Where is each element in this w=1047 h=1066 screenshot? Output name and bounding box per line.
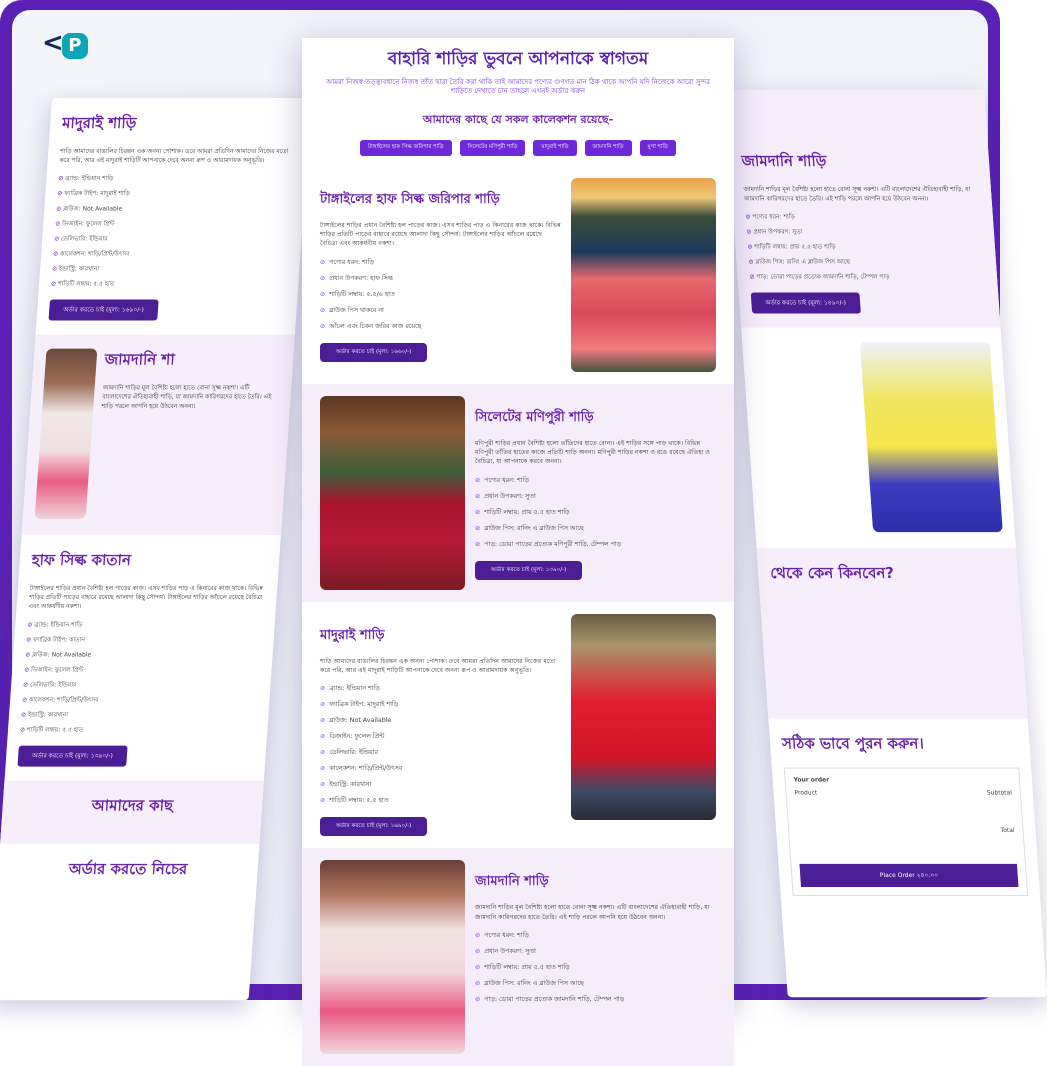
- feature-item: ⊘ ডেলিভারি: ইন্ডিয়ার: [23, 679, 259, 690]
- feature-item: ⊘ ব্র্যান্ড: ইন্ডিয়ান শাড়ি: [27, 619, 263, 630]
- product-desc: জামদানি শাড়ির মূল বৈশিষ্ট্য হলো হাতে বোনা সূক্ষ্ম নকশা। এটি বাংলাদেশের ঐতিহ্যবাহী শাড়ি, যা জামদানি কারিগরদের হাতে তৈরি। এই শাড়ি পরলে আপনি হয়ে উঠবেন অনন্য।: [475, 904, 710, 921]
- order-button[interactable]: অর্ডার করতে চাই (মূল্য: ১৪৯০/-): [751, 292, 861, 313]
- feature-item: ⊘ প্রধান উপকরণ: হাফ সিল্ক: [320, 274, 393, 282]
- chip-jamdani[interactable]: জামদানি শাড়ি: [585, 140, 632, 156]
- chip-muga[interactable]: মুগা শাড়ি: [640, 140, 676, 156]
- left-collection-section: [0, 781, 264, 844]
- feature-item: ⊘ ব্লাউজ পিস: রানিং এ ব্লাউজ পিস আছে: [748, 256, 984, 267]
- order-button[interactable]: অর্ডার করতে চাই (মূল্য: ১৬৬০/-): [320, 343, 427, 362]
- feature-list: [745, 211, 985, 282]
- feature-item: ⊘ পাড়: ডোরা পাড়ের প্রত্যেক জামদানি শাড়ি, টেম্পল পাড়: [749, 271, 985, 282]
- product-desc: মণিপুরী শাড়ির প্রধান বৈশিষ্ট্য হলো তাঁতিদের হাতে বোনা। এই শাড়ির সঙ্গে পাড় থাকে। বিভিন্ন মণিপুরী তাঁতির হাতের কাজে প্রতিটি শাড়ি অনন্য। মণিপুরী শাড়ির নকশা ও রঙে রয়েছে ঐতিহ্য ও বৈচিত্র্য, যা আপনাকে করবে অনন্য।: [475, 439, 710, 466]
- right-page-preview: [725, 90, 1047, 997]
- feature-list: [51, 173, 295, 289]
- saree-photo: [571, 614, 716, 820]
- section-desc: শাড়ি আমাদের বাঙালির চিরন্তন এক অনন্য পোশাক। তবে আমরা প্রতিদিন আমাদের নিজের মতো করে পরি, আর এই মাদুরাই শাড়িটি আপনাকে দেবে অনন্য রূপ ও আরামদায়ক অনুভূতি।: [59, 148, 289, 165]
- feature-item: ⊘ শাড়িটি লম্বায়: ৫.৫ হাত: [320, 797, 389, 805]
- left-order-section: [0, 844, 259, 907]
- feature-item: ⊘ শাড়িটি লম্বায়: ৫.৫ হাত: [20, 725, 256, 736]
- feature-item: ⊘ ইন্ডাস্ট্রি: কারখানা: [21, 709, 257, 720]
- saree-photo: [320, 396, 465, 590]
- hero-subtitle: আমরা নিজস্ব তত্ত্বাবধানে নিজস্ব তাঁত দ্বারা তৈরি করা থাকি তাই আমাদের পণ্যের গুণগত মান ঠিক থাকে আপনি যদি নিজেকে আরো সুন্দর শাড়িতে দেখাতে চান তাহলে এখনই অর্ডার করুন: [325, 78, 711, 96]
- feature-item: ⊘ কালেকশন: শাড়ি/প্রিন্ট/উৎসব: [22, 694, 258, 705]
- product-desc: শাড়ি আমাদের বাঙালির চিরন্তন এক অনন্য পোশাক। তবে আমরা প্রতিদিন আমাদের নিজের মতো করে পরি, আর এই মাদুরাই শাড়িটি আপনাকে দেবে অনন্য রূপ ও আরামদায়ক অনুভূতি।: [320, 657, 556, 675]
- saree-photo: [35, 349, 98, 519]
- feature-item: ⊘ ব্লাউজ পিস থাকবে না: [320, 306, 384, 314]
- feature-item: ⊘ প্রধান উপকরণ: সুতা: [746, 226, 982, 237]
- order-button[interactable]: অর্ডার করতে চাই (মূল্য: ১৬৯০/-): [320, 817, 427, 836]
- left-madurai-section: [36, 98, 312, 335]
- hero-section: [302, 38, 734, 166]
- chip-tangail[interactable]: টাঙ্গাইলের হাফ সিল্ক জরিপার শাড়ি: [360, 140, 451, 156]
- canvas: [12, 10, 1015, 1004]
- section-title: সঠিক ভাবে পুরন করুন।: [781, 734, 925, 753]
- order-button[interactable]: অর্ডার করতে চাই (মূল্য: ১৩৯০/-): [475, 561, 582, 580]
- chip-manipuri[interactable]: সিলেটের মণিপুরী শাড়ি: [460, 140, 526, 156]
- feature-item: ⊘ ব্লাউজ: Not Available: [25, 649, 261, 660]
- feature-item: ⊘ ব্লাউজ পিস: রানিং এ ব্লাউজ পিস আছে: [475, 980, 584, 988]
- product-manipuri: [302, 384, 734, 602]
- right-jamdani-section: [725, 90, 1001, 328]
- feature-item: ⊘ ইন্ডাস্ট্রি: কারখানা: [52, 263, 288, 274]
- collections-heading: আমাদের কাছে যে সকল কালেকশন রয়েছে-: [422, 112, 614, 126]
- feature-item: ⊘ শাড়িটি লম্বায়: ৫.৫/৬ হাত: [320, 290, 395, 298]
- section-title: হাফ সিল্ক কাতান: [31, 551, 132, 570]
- feature-item: ⊘ ফ্যাব্রিক টাইপ: কাতান: [26, 634, 262, 645]
- saree-photo: [860, 342, 1003, 532]
- product-tangail: [302, 166, 734, 384]
- product-title: জামদানি শাড়ি: [475, 874, 549, 890]
- feature-item: ⊘ পণ্যের ধরন: শাড়ি: [320, 258, 374, 266]
- feature-item: ⊘ ডেলিভারি: ইন্ডিয়ার: [320, 749, 378, 757]
- collection-chips: [320, 140, 716, 156]
- right-photo-section: [741, 328, 1016, 549]
- order-col: Subtotal: [986, 789, 1013, 797]
- section-desc: জামদানি শাড়ির মূল বৈশিষ্ট্য হলো হাতে বোনা সূক্ষ্ম নকশা। এটি বাংলাদেশের ঐতিহ্যবাহী শাড়ি, যা জামদানি কারিগরদের হাতে তৈরি। এই শাড়ি পরলে আপনি হয়ে উঠবেন অনন্য।: [101, 384, 272, 410]
- feature-item: ⊘ ডিজাইন: ফুলেল প্রিন্ট: [24, 664, 260, 675]
- main-landing-page: [302, 38, 734, 1010]
- feature-list: [475, 930, 716, 1005]
- saree-photo: [320, 860, 465, 1054]
- section-title: জামদানি শা: [104, 350, 176, 369]
- section-title: মাদুরাই শাড়ি: [61, 114, 138, 133]
- section-desc: টাঙ্গাইলের শাড়ির প্রধান বৈশিষ্ট্য হল পাড়ের কাজ। এসব শাড়ির পাড় এ কিনারের কাজ থাকে। বিভিন্ন শাড়ির প্রতিটি পাড়ের বাহারে রয়েছে আলাদা কিছু সৌন্দর্য। টাঙ্গাইলের শাড়ির আঁচলে রয়েছে বৈচিত্র্য এবং আকর্ষণীয় নকশা।: [28, 585, 263, 611]
- product-desc: টাঙ্গাইলের শাড়ির প্রধান বৈশিষ্ট্য হল পাড়ের কাজ। এসব শাড়ির পাড় এ কিনারের কাজ থাকে। বিভিন্ন শাড়ির প্রতিটি পাড়ের বাহারে রয়েছে আলাদা কিছু সৌন্দর্য। টাঙ্গাইলের শাড়ির আঁচলে রয়েছে বৈচিত্র্য এবং আকর্ষণীয় নকশা।: [320, 221, 561, 248]
- product-title: মাদুরাই শাড়ি: [320, 627, 385, 643]
- product-madurai: [302, 602, 734, 849]
- section-title: জামদানি শাড়ি: [740, 152, 828, 171]
- section-title: অর্ডার করতে নিচের: [68, 859, 188, 878]
- left-katan-section: [4, 535, 280, 781]
- feature-item: ⊘ পণ্যের ধরন: শাড়ি: [745, 211, 981, 222]
- feature-item: ⊘ শাড়িটি লম্বায়: ৫.৫ হাত: [51, 278, 287, 289]
- feature-list: [320, 257, 561, 332]
- place-order-button[interactable]: Place Order ২৪০.০০: [799, 864, 1018, 887]
- order-summary: [784, 768, 1028, 896]
- feature-item: ⊘ পাড়: ডোরা পাড়ের প্রত্যেক মণিপুরী শাড়ি, টেম্পল পাড়: [475, 540, 622, 548]
- left-jamdani-section: [22, 335, 295, 535]
- feature-item: ⊘ পণ্যের ধরন: শাড়ি: [475, 932, 529, 940]
- right-why-section: [757, 548, 1028, 718]
- feature-item: ⊘ শাড়িটি লম্বায়: প্রায় ৫.৫ হাত শাড়ি: [475, 964, 570, 972]
- feature-item: ⊘ পাড়: ডোরা পাড়ের প্রত্যেক জামদানি শাড়ি, টেম্পল পাড়: [475, 996, 625, 1004]
- section-desc: জামদানি শাড়ির মূল বৈশিষ্ট্য হলো হাতে বোনা সূক্ষ্ম নকশা। এটি বাংলাদেশের ঐতিহ্যবাহী শাড়ি, যা জামদানি কারিগরদের হাতে তৈরি। এই শাড়ি পরলে আপনি হয়ে উঠবেন অনন্য।: [743, 186, 971, 203]
- order-button[interactable]: অর্ডার করতে চাই (মূল্য: ১৩৯০/-): [17, 746, 127, 767]
- left-page-preview: [0, 98, 311, 1000]
- section-title: আমাদের কাছ: [91, 796, 174, 815]
- feature-list: [320, 683, 561, 806]
- right-form-section: [768, 719, 1041, 910]
- feature-item: ⊘ ব্র্যান্ড: ইন্ডিয়ান শাড়ি: [58, 173, 294, 184]
- chip-madurai[interactable]: মাদুরাই শাড়ি: [533, 140, 576, 156]
- feature-list: [20, 619, 264, 735]
- order-heading: Your order: [793, 776, 830, 784]
- feature-item: ⊘ ডিজাইন: ফুলেল প্রিন্ট: [55, 218, 291, 229]
- feature-list: [475, 475, 716, 550]
- product-jamdani: [302, 848, 734, 1066]
- feature-item: ⊘ আঁচল এবং চিকন জরির কাজ রয়েছে: [320, 322, 422, 330]
- order-total: Total: [1000, 826, 1015, 834]
- feature-item: ⊘ ডেলিভারি: ইন্ডিয়ার: [54, 233, 290, 244]
- feature-item: ⊘ ফ্যাব্রিক টাইপ: মাদুরাই শাড়ি: [320, 701, 399, 709]
- saree-photo: [571, 178, 716, 372]
- feature-item: ⊘ ব্লাউজ পিস: রানিং এ ব্লাউজ পিস আছে: [475, 524, 584, 532]
- feature-item: ⊘ ইন্ডাস্ট্রি: কারখানা: [320, 781, 372, 789]
- feature-item: ⊘ ব্লাউজ: Not Available: [320, 717, 392, 725]
- order-button[interactable]: অর্ডার করতে চাই (মূল্য: ১৬৯০/-): [48, 299, 158, 320]
- feature-item: ⊘ ফ্যাব্রিক টাইপ: মাদুরাই শাড়ি: [57, 188, 293, 199]
- feature-item: ⊘ পণ্যের ধরন: শাড়ি: [475, 476, 529, 484]
- feature-item: ⊘ শাড়িটি লম্বায়: প্রায় ৫.৫ হাত শাড়ি: [747, 241, 983, 252]
- feature-item: ⊘ কালেকশন: শাড়ি/প্রিন্ট/উৎসব: [53, 248, 289, 259]
- feature-item: ⊘ ব্র্যান্ড: ইন্ডিয়ান শাড়ি: [320, 685, 380, 693]
- feature-item: ⊘ প্রধান উপকরণ: সুতা: [475, 948, 536, 956]
- feature-item: ⊘ ব্লাউজ: Not Available: [56, 203, 292, 214]
- section-title: থেকে কেন কিনবেন?: [769, 564, 895, 583]
- product-title: সিলেটের মণিপুরী শাড়ি: [475, 409, 594, 425]
- feature-item: ⊘ কালেকশন: শাড়ি/প্রিন্ট/উৎসব: [320, 765, 403, 773]
- feature-item: ⊘ প্রধান উপকরণ: সুতা: [475, 492, 536, 500]
- product-title: টাঙ্গাইলের হাফ সিল্ক জরিপার শাড়ি: [320, 191, 500, 207]
- feature-item: ⊘ শাড়িটি লম্বায়: প্রায় ৫.৫ হাত শাড়ি: [475, 508, 570, 516]
- page-title: বাহারি শাড়ির ভুবনে আপনাকে স্বাগতম: [387, 49, 649, 69]
- feature-item: ⊘ ডিজাইন: ফুলেল প্রিন্ট: [320, 733, 385, 741]
- order-col: Product: [794, 789, 818, 797]
- brand-logo: < P: [42, 28, 90, 62]
